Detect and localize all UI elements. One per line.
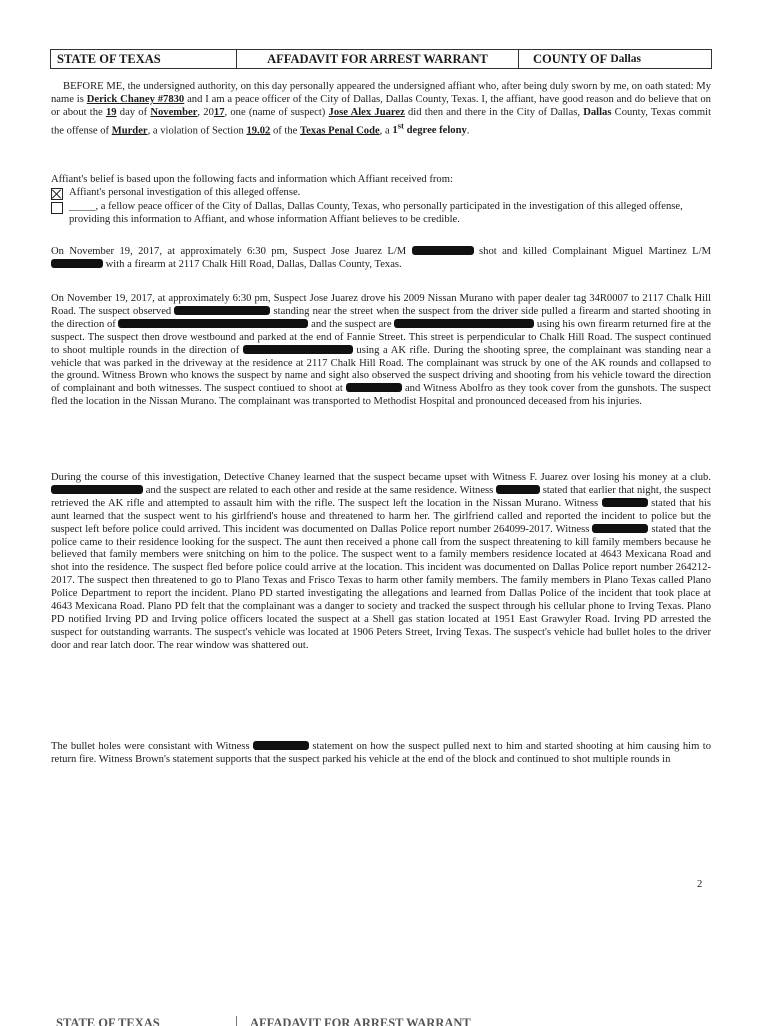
officer-name: Derick Chaney #7830 [86, 93, 185, 105]
belief-option-personal-label: Affiant's personal investigation of this alleged offense. [69, 187, 301, 198]
header-county-label: COUNTY OF [533, 51, 608, 66]
next-header-state: STATE OF TEXAS [56, 1016, 160, 1026]
header-state: STATE OF TEXAS [51, 50, 237, 68]
page-number: 2 [697, 879, 703, 890]
header-county [519, 50, 711, 68]
incident-paragraph: On November 19, 2017, at approximately 6:30 pm, Suspect Jose Juarez drove his 2009 Nissan Murano with paper dealer tag 34R0007 to 2117 Chalk Hill Road. The suspect observed standing near the street when the suspect from the driver side pulled a firearm and started shooting in the direction of and the suspect are using his own firearm returned fire at the suspect. The suspect then drove westbound and parked at the end of Fannie Street. This street is perpendicular to Chalk Hill Road. The suspect continued to shoot multiple rounds in the direction of using a AK rifle. During the shooting spree, the complainant was standing near a vehicle that was parked in the driveway at the residence at 2117 Chalk Hill Road. The complainant was struck by one of the AK rounds and collapsed to the ground. Witness Brown who knows the suspect by name and sight also observed the suspect driving and shooting from his vehicle toward the direction of complainant and both witnesses. The suspect contiued to shoot at and Witness Abolfro as they took cover from the gunshots. The suspect fled the location in the Nissan Murano. The complainant was transported to Methodist Hospital and pronounced deceased from his injuries. [51, 293, 711, 408]
redaction-block [118, 319, 308, 328]
summary-paragraph: On November 19, 2017, at approximately 6:30 pm, Suspect Jose Juarez L/M shot and killed Complainant Miguel Martinez L/M with a firearm at 2117 Chalk Hill Road, Dallas, Dallas County, Texas. [51, 246, 711, 270]
oath-paragraph: BEFORE ME, the undersigned authority, on this day personally appeared the undersigned affiant who, after being duly sworn by me, on oath stated: My name is Derick Chaney #7830 and I am a peace officer of the City of Dallas, Dallas County, Texas. I, the affiant, have good reason and do believe that on or about the 19 day of November, 2017, one (name of suspect) Jose Alex Juarez did then and there in the City of Dallas, Dallas County, Texas commit the offense of Murder, a violation of Section 19.02 of the Texas Penal Code, a 1st degree felony. [51, 81, 712, 137]
next-header-title: AFFADAVIT FOR ARREST WARRANT [250, 1016, 471, 1026]
header-title: AFFADAVIT FOR ARREST WARRANT [237, 50, 519, 68]
next-page-header-fragment [50, 1016, 712, 1026]
suspect-name: Jose Alex Juarez [328, 106, 405, 118]
next-header-divider [236, 1016, 237, 1026]
redaction-block [174, 306, 270, 315]
penal-section: 19.02 [246, 125, 271, 137]
redaction-block [496, 485, 540, 494]
belief-option-fellow-officer-label: _____, a fellow peace officer of the City of Dallas, Dallas County, Texas, who personally participated in the investigation of this alleged offense, providing this information to Affiant, and whose information Affiant believes to be credible. [69, 201, 683, 225]
belief-option-fellow-officer [51, 201, 713, 227]
redaction-block [412, 246, 474, 255]
offense-day: 19 [105, 106, 117, 118]
investigation-paragraph: During the course of this investigation, Detective Chaney learned that the suspect became upset with Witness F. Juarez over losing his money at a club. and the suspect are related to each other and reside at the same residence. Witness stated that earlier that night, the suspect retrieved the AK rifle and attempted to assault him with the rifle. The suspect left the location in the Nissan Murano. Witness stated that his aunt learned that the suspect went to his girlfriend's house and threatened to harm her. The girlfriend called and reported the incident to police but the suspect left before police could arrived. This incident was documented on Dallas Police report number 264099-2017. Witness stated that the police came to their residence looking for the suspect. The aunt then received a phone call from the suspect threatening to kill family members because he believed that family members were snitching on him to the police. The suspect went to a family members residence located at 4643 Mexicana Road and shot into the residence. The suspect fled before police could arrive at the location. This incident was documented on Dallas Police report number 264212-2017. The suspect then threatened to go to Plano Texas and Frisco Texas to harm other family members. The family members in Plano Texas called Plano Police Department to report the incident. Plano PD started investigating the allegations and learned from Dallas Police of the incident that took place at 4643 Mexicana Road. Plano PD felt that the complainant was a danger to society and tracked the suspect through his cellular phone to Irving Texas. Plano PD notified Irving PD and Irving police officers located the suspect at a Shell gas station located at 1951 East Grawyler Road. Irving PD arrested the suspect for outstanding warrants. The suspect's vehicle was located at 1906 Peters Street, Irving Texas. The suspect's vehicle had bullet holes to the driver door and rear latch door. The rear window was shattered out. [51, 472, 712, 651]
belief-intro: Affiant's belief is based upon the following facts and information which Affiant received from: [51, 174, 453, 185]
evidence-paragraph: The bullet holes were consistant with Witness statement on how the suspect pulled next to him and started shooting at him causing him to return fire. Witness Brown's statement supports that the suspect parked his vehicle at the end of the block and continued to shot multiple rounds in [51, 741, 711, 765]
redaction-block [602, 498, 648, 507]
felony-degree: 1st degree felony [392, 120, 467, 137]
redaction-block [243, 345, 353, 354]
empty-box-icon [51, 202, 63, 214]
redaction-block [592, 524, 648, 533]
checked-box-icon [51, 188, 63, 200]
redaction-block [51, 259, 103, 268]
header-county-name: Dallas [610, 53, 641, 65]
belief-option-personal [51, 187, 713, 200]
offense-month: November [150, 106, 198, 118]
county-name: Dallas [583, 106, 612, 118]
redaction-block [394, 319, 534, 328]
redaction-block [51, 485, 143, 494]
penal-code: Texas Penal Code [300, 125, 380, 137]
offense-year: 17 [213, 106, 225, 118]
redaction-block [253, 741, 309, 750]
offense-name: Murder [111, 125, 148, 137]
document-header [50, 49, 712, 69]
redaction-block [346, 383, 402, 392]
